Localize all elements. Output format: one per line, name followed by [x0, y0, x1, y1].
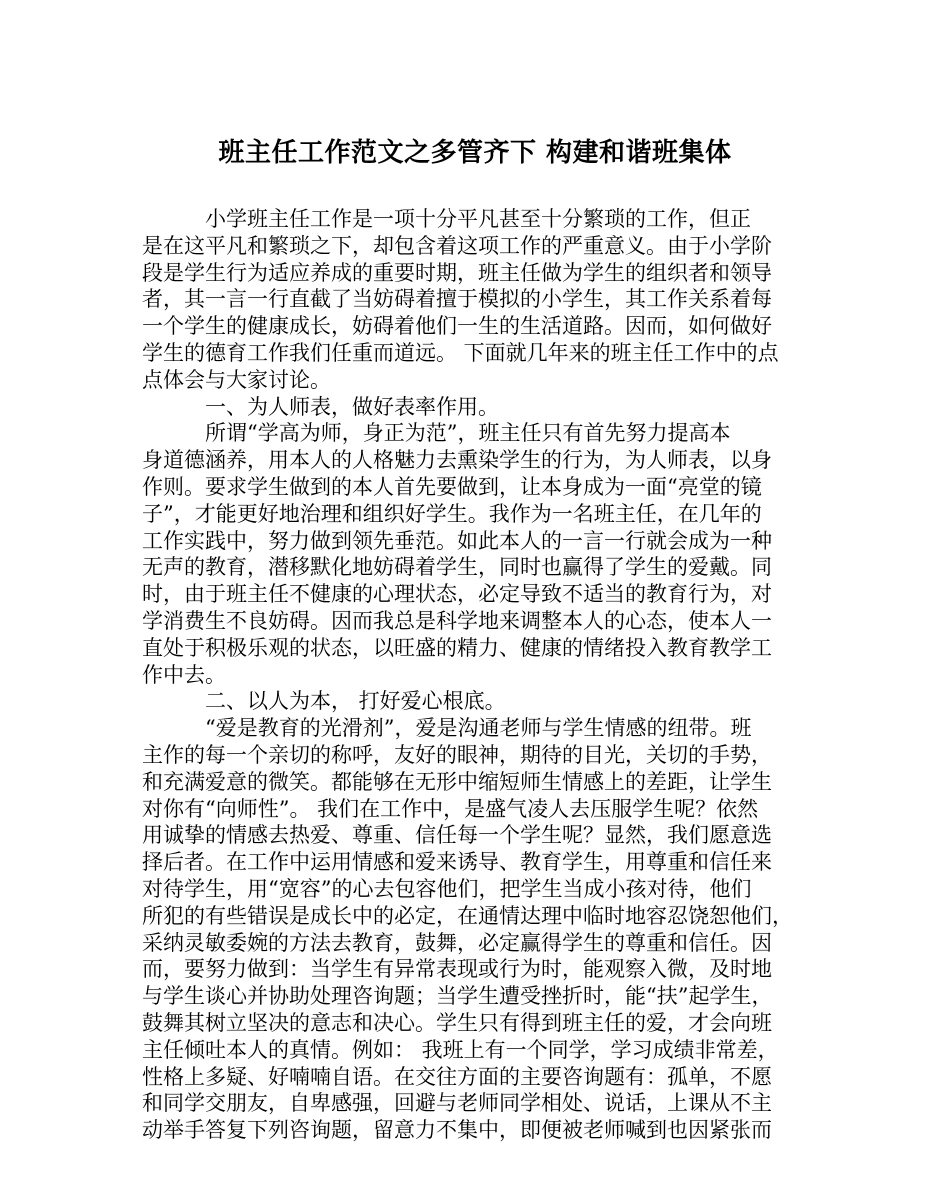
text-line: 而，要努力做到：当学生有异常表现或行为时，能观察入微，及时地 [142, 957, 772, 982]
text-line: 性格上多疑、好喃喃自语。在交往方面的主要咨询题有：孤单，不愿 [142, 1064, 772, 1089]
text-line: 所犯的有些错误是成长中的必定，在通情达理中临时地容忍饶恕他们， [142, 903, 793, 928]
document-body [142, 206, 810, 1144]
text-line: 主作的每一个亲切的称呼，友好的眼神，期待的目光，关切的手势， [142, 742, 772, 767]
document-title: 班主任工作范文之多管齐下 构建和谐班集体 [218, 138, 732, 168]
text-line: 和同学交朋友，自卑感强，回避与老师同学相处、说话，上课从不主 [142, 1091, 772, 1116]
text-line: 工作实践中，努力做到领先垂范。如此本人的一言一行就会成为一种 [142, 528, 772, 553]
text-line: 所谓“学高为师，身正为范”，班主任只有首先努力提高本 [142, 421, 731, 446]
text-line: 点体会与大家讨论。 [142, 367, 331, 392]
text-line: 直处于积极乐观的状态，以旺盛的精力、健康的情绪投入教育教学工 [142, 635, 772, 660]
text-line: 用诚挚的情感去热爱、尊重、信任每一个学生呢？显然，我们愿意选 [142, 823, 772, 848]
text-line: 无声的教育，潜移默化地妨碍着学生，同时也赢得了学生的爱戴。同 [142, 555, 772, 580]
text-line: 和充满爱意的微笑。都能够在无形中缩短师生情感上的差距，让学生 [142, 769, 772, 794]
text-line: 对待学生，用“宽容”的心去包容他们，把学生当成小孩对待，他们 [142, 876, 752, 901]
text-line: 作则。要求学生做到的本人首先要做到，让本身成为一面“亮堂的镜 [142, 474, 762, 499]
text-line: 一、为人师表，做好表率作用。 [142, 394, 499, 419]
text-line: 与学生谈心并协助处理咨询题；当学生遭受挫折时，能“扶”起学生， [142, 984, 773, 1009]
text-line: 一个学生的健康成长，妨碍着他们一生的生活道路。因而，如何做好 [142, 314, 772, 339]
text-line: 子”，才能更好地治理和组织好学生。我作为一名班主任，在几年的 [142, 501, 762, 526]
text-line: 作中去。 [142, 662, 226, 687]
text-line: 段是学生行为适应养成的重要时期，班主任做为学生的组织者和领导 [142, 260, 772, 285]
text-line: 择后者。在工作中运用情感和爱来诱导、教育学生，用尊重和信任来 [142, 850, 772, 875]
text-line: 学消费生不良妨碍。因而我总是科学地来调整本人的心态，使本人一 [142, 608, 772, 633]
text-line: 动举手答复下列咨询题，留意力不集中，即便被老师喊到也因紧张而 [142, 1118, 772, 1143]
text-line: 鼓舞其树立坚决的意志和决心。学生只有得到班主任的爱，才会向班 [142, 1010, 772, 1035]
text-line: 采纳灵敏委婉的方法去教育，鼓舞，必定赢得学生的尊重和信任。因 [142, 930, 772, 955]
text-line: 小学班主任工作是一项十分平凡甚至十分繁琐的工作，但正 [142, 207, 751, 231]
text-line: 者，其一言一行直截了当妨碍着擅于模拟的小学生，其工作关系着每 [142, 287, 772, 312]
text-line: 学生的德育工作我们任重而道远。 下面就几年来的班主任工作中的点 [142, 340, 779, 365]
text-line: 对你有“向师性”。 我们在工作中，是盛气凌人去压服学生呢？依然 [142, 796, 759, 821]
text-line: “爱是教育的光滑剂”，爱是沟通老师与学生情感的纽带。班 [142, 716, 752, 741]
text-line: 是在这平凡和繁琐之下，却包含着这项工作的严重意义。由于小学阶 [142, 233, 772, 258]
text-line: 二、以人为本， 打好爱心根底。 [142, 689, 506, 714]
text-line: 时，由于班主任不健康的心理状态，必定导致不适当的教育行为，对 [142, 582, 772, 607]
text-line: 主任倾吐本人的真情。例如： 我班上有一个同学，学习成绩非常差， [142, 1037, 779, 1062]
text-line: 身道德涵养，用本人的人格魅力去熏染学生的行为，为人师表，以身 [142, 448, 772, 473]
